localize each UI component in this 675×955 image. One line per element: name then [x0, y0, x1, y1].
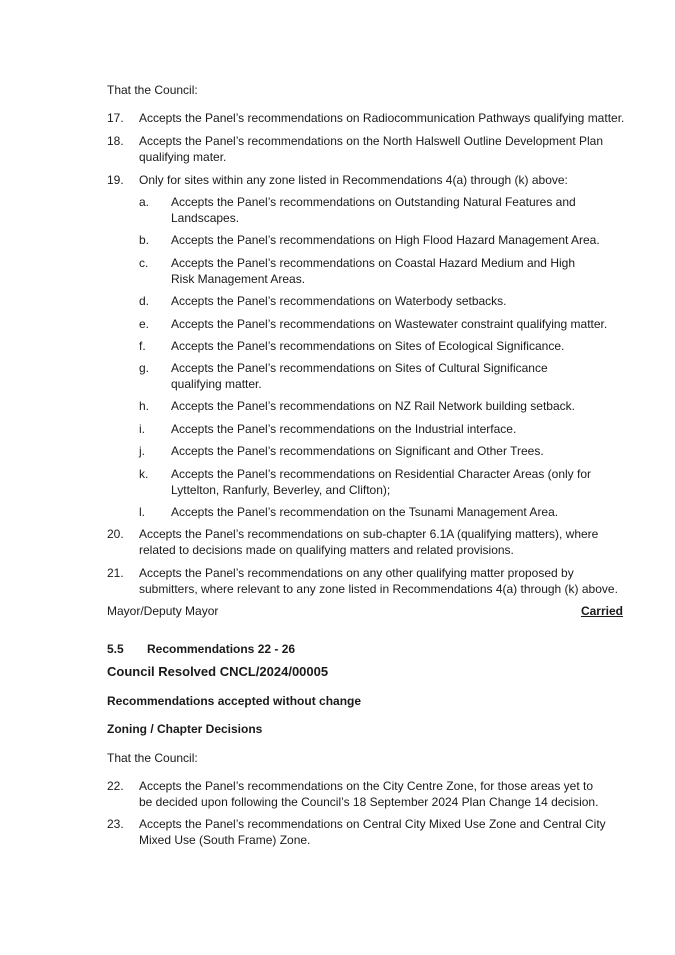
- subitem-letter: a.: [139, 195, 150, 209]
- subitem-text: Accepts the Panel’s recommendations on Outstanding Natural Features and Landscapes.: [171, 195, 576, 225]
- subitem-text: Accepts the Panel’s recommendation on the Tsunami Management Area.: [171, 505, 559, 519]
- item-number: 23.: [107, 817, 124, 831]
- subitem-letter: l.: [139, 505, 145, 519]
- item-text: Only for sites within any zone listed in Recommendations 4(a) through (k) above:: [139, 173, 568, 187]
- item-text: Accepts the Panel’s recommendations on sub-chapter 6.1A (qualifying matters), where related to decisions made on qualifying matters and related provisions.: [139, 527, 599, 557]
- subitem-text: Accepts the Panel’s recommendations on NZ Rail Network building setback.: [171, 399, 575, 413]
- item-text: Accepts the Panel’s recommendations on Radiocommunication Pathways qualifying matter.: [139, 111, 625, 125]
- section-title: Recommendations 22 - 26: [147, 642, 296, 656]
- intro-text: That the Council:: [107, 83, 198, 97]
- subitem-text: Accepts the Panel’s recommendations on Sites of Ecological Significance.: [171, 339, 565, 353]
- subheading-zoning: Zoning / Chapter Decisions: [107, 722, 263, 736]
- subitem-letter: e.: [139, 317, 150, 331]
- intro-text: That the Council:: [107, 751, 198, 765]
- subitem-text: Accepts the Panel’s recommendations on Wastewater constraint qualifying matter.: [171, 317, 608, 331]
- item-number: 18.: [107, 134, 124, 148]
- subitem-text: Accepts the Panel’s recommendations on Residential Character Areas (only for Lyttelton, Ranfurly, Beverley, and Clifton);: [171, 467, 591, 497]
- subitem-letter: k.: [139, 467, 149, 481]
- subitem-text: Accepts the Panel’s recommendations on Sites of Cultural Significance qualifying matter.: [171, 361, 548, 391]
- mover-text: Mayor/Deputy Mayor: [107, 604, 219, 618]
- subitem-text: Accepts the Panel’s recommendations on the Industrial interface.: [171, 422, 517, 436]
- subitem-letter: h.: [139, 399, 150, 413]
- item-text: Accepts the Panel’s recommendations on the North Halswell Outline Development Plan qualifying mater.: [139, 134, 604, 164]
- subitem-letter: d.: [139, 294, 150, 308]
- item-number: 17.: [107, 111, 124, 125]
- item-number: 22.: [107, 779, 124, 793]
- item-number: 19.: [107, 173, 124, 187]
- item-number: 21.: [107, 566, 124, 580]
- subheading-unchanged: Recommendations accepted without change: [107, 694, 362, 708]
- subitem-text: Accepts the Panel’s recommendations on Waterbody setbacks.: [171, 294, 507, 308]
- item-text: Accepts the Panel’s recommendations on the City Centre Zone, for those areas yet to be decided upon following the Council’s 18 September 2024 Plan Change 14 decision.: [139, 779, 599, 809]
- subitem-letter: i.: [139, 422, 145, 436]
- item-text: Accepts the Panel’s recommendations on Central City Mixed Use Zone and Central City Mixed Use (South Frame) Zone.: [139, 817, 606, 847]
- subitem-letter: j.: [139, 444, 145, 458]
- item-text: Accepts the Panel’s recommendations on any other qualifying matter proposed by submitters, where relevant to any zone listed in Recommendations 4(a) through (k) above.: [139, 566, 618, 596]
- subitem-text: Accepts the Panel’s recommendations on High Flood Hazard Management Area.: [171, 233, 600, 247]
- subitem-letter: b.: [139, 233, 150, 247]
- subitem-text: Accepts the Panel’s recommendations on Significant and Other Trees.: [171, 444, 544, 458]
- subitem-letter: c.: [139, 256, 149, 270]
- subitem-letter: g.: [139, 361, 150, 375]
- item-number: 20.: [107, 527, 124, 541]
- section-number: 5.5: [107, 642, 124, 656]
- subitem-text: Accepts the Panel’s recommendations on Coastal Hazard Medium and High Risk Management Areas.: [171, 256, 575, 286]
- carried-label: Carried: [580, 604, 623, 618]
- resolution-heading: Council Resolved CNCL/2024/00005: [107, 664, 329, 679]
- subitem-letter: f.: [139, 339, 146, 353]
